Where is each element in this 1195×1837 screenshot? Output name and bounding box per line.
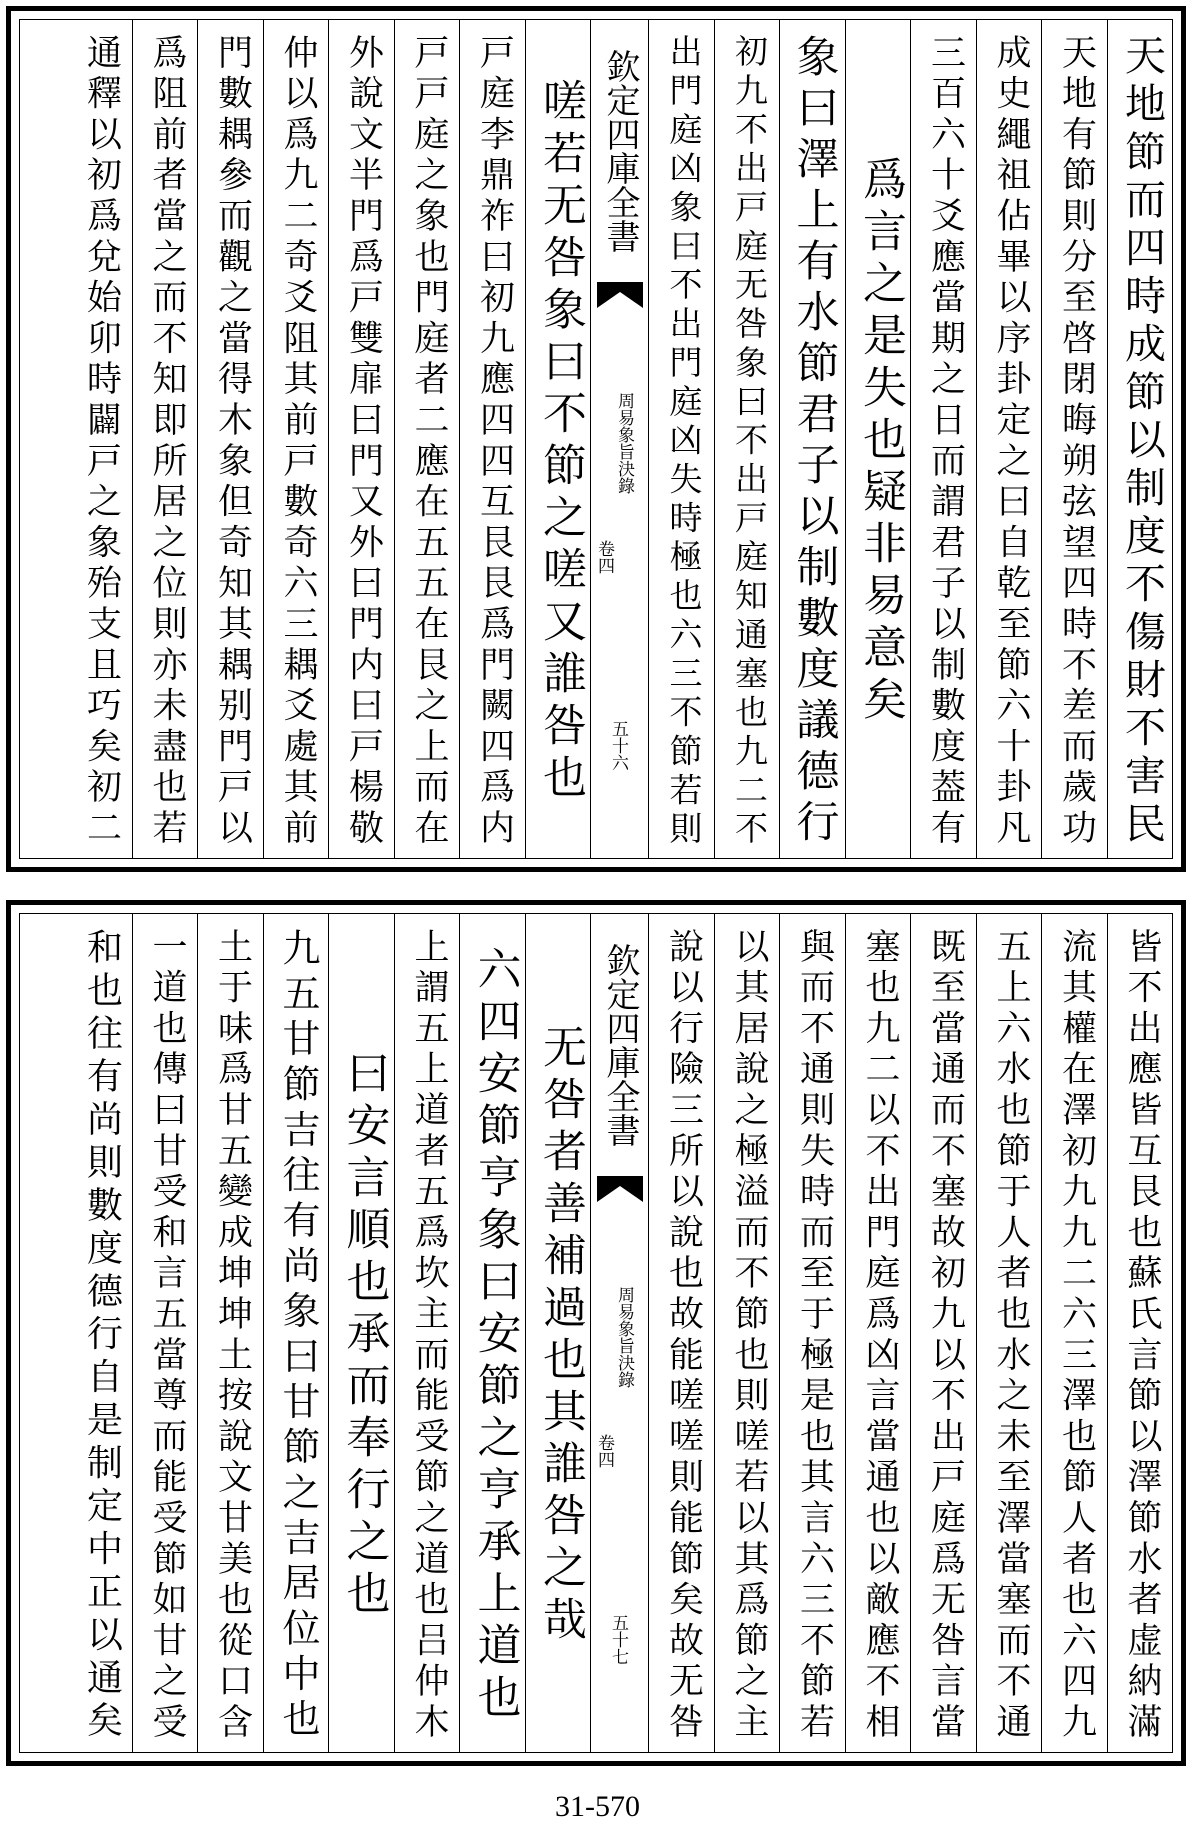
- text-column: 天地有節則分至啓閉晦朔弦望四時不差而歲功: [1041, 20, 1107, 858]
- text-column: 爲言之是失也疑非易意矣: [845, 20, 911, 858]
- text-column: 既至當通而不塞故初九以不出戸庭爲无咎言當: [910, 914, 976, 1752]
- collection-title: 欽定四庫全書: [600, 943, 640, 1147]
- text-column: 土于味爲甘五變成坤坤土按說文甘美也從口含: [197, 914, 263, 1752]
- text-column: 和也往有尚則數度德行自是制定中正以通矣: [81, 928, 123, 1744]
- folio-number: 五十七: [608, 1614, 628, 1665]
- fishtail-mark-icon: [597, 1176, 643, 1202]
- text-column: 九五甘節吉往有尚象曰甘節之吉居位中也: [263, 914, 329, 1752]
- text-column: 出門庭凶象曰不出門庭凶失時極也六三不節若則: [648, 20, 714, 858]
- text-column: 皆不出應皆互艮也蘇氏言節以澤節水者虚納滿: [1107, 914, 1173, 1752]
- text-column: 六四安節亨象曰安節之亨承上道也: [459, 914, 525, 1752]
- text-column: 以其居說之極溢而不節也則嗟若以其爲節之主: [714, 914, 780, 1752]
- text-column: 通釋以初爲兌始卯時闢戸之象殆支且巧矣初二: [81, 34, 122, 850]
- text-column: 戸戸庭之象也門庭者二應在五五在艮之上而在: [394, 20, 460, 858]
- text-column: 成史繩祖佔畢以序卦定之曰自乾至節六十卦凡: [976, 20, 1042, 858]
- text-column: 流其權在澤初九九二六三澤也節人者也六四九: [1041, 914, 1107, 1752]
- text-column: 无咎者善補過也其誰咎之哉: [525, 914, 591, 1752]
- upper-page-frame: [19, 19, 1173, 859]
- volume-label: 卷四: [594, 1434, 614, 1468]
- text-column: 說以行險三所以說也故能嗟嗟則能節矣故无咎: [648, 914, 714, 1752]
- text-column: 爲阻前者當之而不知即所居之位則亦未盡也若: [132, 20, 198, 858]
- book-title: 周易象旨決錄: [614, 392, 634, 494]
- text-column: 曰安言順也承而奉行之也: [328, 914, 394, 1752]
- collection-title: 欽定四庫全書: [600, 49, 640, 253]
- text-column: 外說文半門爲戸雙扉曰門又外曰門内曰戸楊敬: [328, 20, 394, 858]
- text-column: 戸庭李鼎祚曰初九應四四互艮艮爲門闕四爲内: [459, 20, 525, 858]
- text-column: 天地節而四時成節以制度不傷財不害民: [1107, 20, 1173, 858]
- center-fold-column: [590, 20, 648, 858]
- center-fold-column: [590, 914, 648, 1752]
- text-column: 仲以爲九二奇爻阻其前戸數奇六三耦爻處其前: [263, 20, 329, 858]
- page-number-footer: 31-570: [555, 1790, 640, 1823]
- text-column: 一道也傳曰甘受和言五當尊而能受節如甘之受: [132, 914, 198, 1752]
- lower-page: [6, 900, 1186, 1766]
- volume-label: 卷四: [594, 540, 614, 574]
- folio-number: 五十六: [608, 720, 628, 771]
- upper-page: [6, 6, 1186, 872]
- lower-page-frame: [19, 913, 1173, 1753]
- book-title: 周易象旨決錄: [614, 1286, 634, 1388]
- text-column: 嗟若无咎象曰不節之嗟又誰咎也: [525, 20, 591, 858]
- text-column: 初九不出戸庭无咎象曰不出戸庭知通塞也九二不: [714, 20, 780, 858]
- text-column: 與而不通則失時而至于極是也其言六三不節若: [779, 914, 845, 1752]
- text-column: 五上六水也節于人者也水之未至澤當塞而不通: [976, 914, 1042, 1752]
- text-column: 三百六十爻應當期之日而謂君子以制數度葢有: [910, 20, 976, 858]
- text-column: 象曰澤上有水節君子以制數度議德行: [779, 20, 845, 858]
- text-column: 門數耦參而觀之當得木象但奇知其耦别門戸以: [197, 20, 263, 858]
- fishtail-mark-icon: [597, 282, 643, 308]
- text-column: 上謂五上道者五爲坎主而能受節之道也吕仲木: [394, 914, 460, 1752]
- text-column: 塞也九二以不出門庭爲凶言當通也以敵應不相: [845, 914, 911, 1752]
